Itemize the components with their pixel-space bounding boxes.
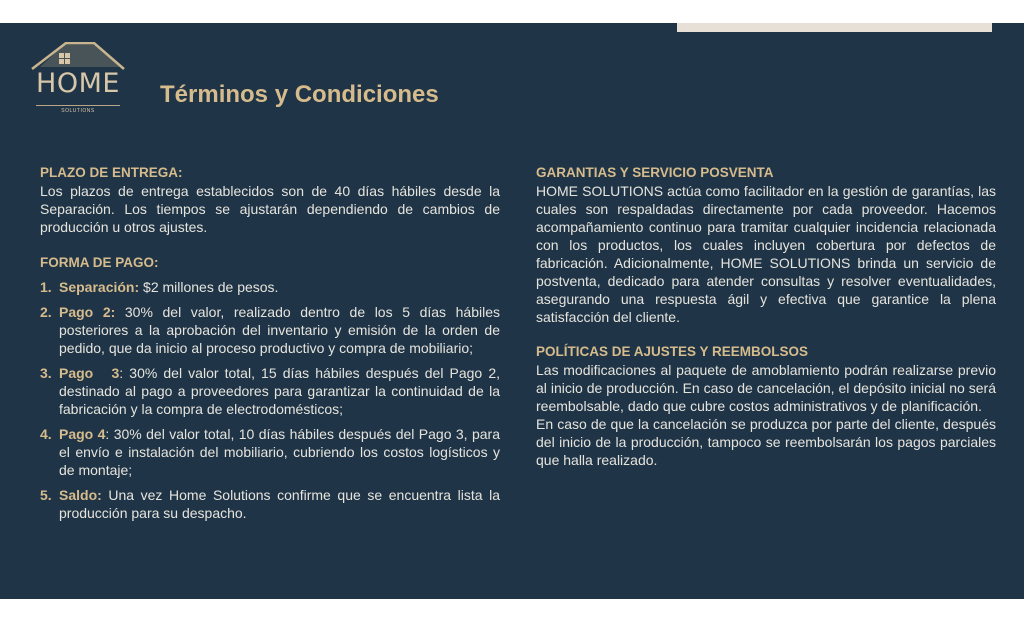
plazo-heading: PLAZO DE ENTREGA:: [40, 165, 183, 180]
item-label: Pago 2:: [59, 304, 116, 320]
item-label: Saldo:: [59, 487, 102, 503]
list-item: [40, 303, 500, 357]
top-accent-bar: [677, 23, 992, 32]
item-text: 30% del valor, realizado dentro de los 5 días hábiles posteriores a la aprobación del inventario y emisión de la orden de pedido, que da inicio al proceso productivo y compra de mobiliario;: [59, 304, 500, 356]
list-item: [40, 425, 500, 479]
item-text: Una vez Home Solutions confirme que se encuentra lista la producción para su despacho.: [59, 487, 500, 521]
list-item: [40, 364, 500, 418]
logo-divider: [36, 105, 120, 106]
politicas-heading: POLÍTICAS DE AJUSTES Y REEMBOLSOS: [536, 344, 809, 359]
item-text: : 30% del valor total, 10 días hábiles después del Pago 3, para el envío e instalación del mobiliario, cubriendo los costos logísticos y de montaje;: [59, 426, 500, 478]
logo-wordmark: HOME: [36, 68, 120, 99]
item-text: $2 millones de pesos.: [139, 279, 279, 295]
pago-heading: FORMA DE PAGO:: [40, 255, 159, 270]
logo-tagline: SOLUTIONS: [61, 108, 95, 114]
home-solutions-logo: [30, 42, 126, 116]
politicas-text-2: En caso de que la cancelación se produzca por parte del cliente, después del inicio de la producción, tampoco se reembolsarán los pagos parciales que halla realizado.: [536, 416, 996, 468]
item-number: 5.: [40, 487, 52, 503]
page-title: Términos y Condiciones: [160, 81, 439, 108]
item-number: 2.: [40, 304, 52, 320]
list-item: [40, 486, 500, 522]
list-item: [40, 278, 500, 296]
payment-list: [40, 278, 500, 522]
item-label: Pago 3: [59, 365, 120, 381]
item-label: Pago 4: [59, 426, 106, 442]
garantias-text: HOME SOLUTIONS actúa como facilitador en la gestión de garantías, las cuales son respaldadas directamente por cada proveedor. Hacemos acompañamiento continuo para tramitar cualquier incidencia relacionada con los productos, los cuales incluyen cobertura por defectos de fabricación. Adicionalmente, HOME SOLUTIONS brinda un servicio de postventa, dedicado para atender consultas y resolver eventualidades, asegurando una respuesta ágil y efectiva que garantice la plena satisfacción del cliente.: [536, 183, 996, 325]
item-label: Separación:: [59, 279, 140, 295]
item-number: 1.: [40, 279, 52, 295]
left-column: [40, 164, 500, 529]
item-text: : 30% del valor total, 15 días hábiles después del Pago 2, destinado al pago a proveedores para garantizar la continuidad de la fabricación y la compra de electrodomésticos;: [59, 365, 500, 417]
politicas-text-1: Las modificaciones al paquete de amoblamiento podrán realizarse previo al inicio de producción. En caso de cancelación, el depósito inicial no será reembolsable, dado que cubre costos administrativos y de planificación.: [536, 362, 996, 414]
item-number: 3.: [40, 365, 52, 381]
right-column: [536, 164, 996, 469]
item-number: 4.: [40, 426, 52, 442]
garantias-heading: GARANTIAS Y SERVICIO POSVENTA: [536, 165, 774, 180]
plazo-text: Los plazos de entrega establecidos son de 40 días hábiles desde la Separación. Los tiempos se ajustarán dependiendo de cambios de producción u otros ajustes.: [40, 183, 500, 235]
